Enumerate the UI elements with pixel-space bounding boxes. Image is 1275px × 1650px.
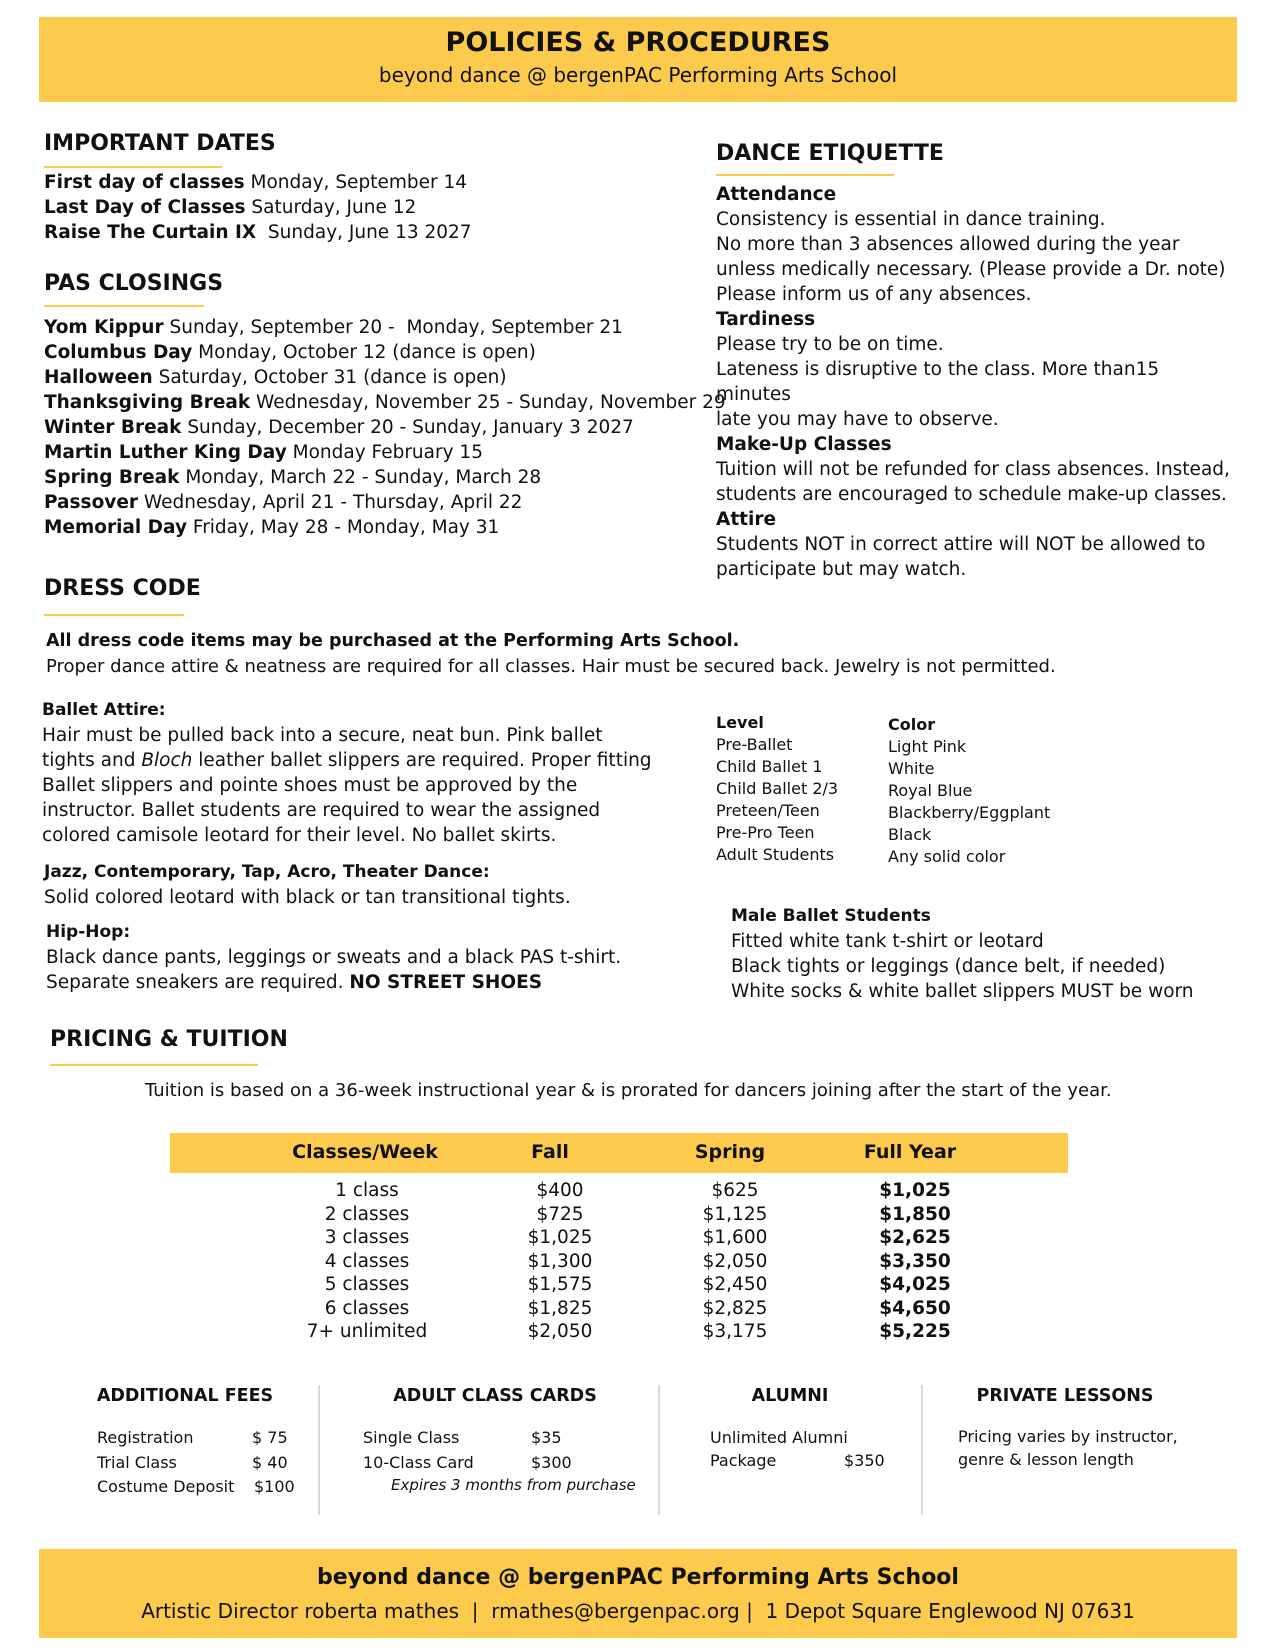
col-classes-week: Classes/Week xyxy=(292,1141,438,1163)
closing-item: Thanksgiving Break Wednesday, November 25 - Sunday, November 29 xyxy=(44,392,726,413)
price-full-year: $4,650 xyxy=(879,1297,951,1319)
attendance-line: No more than 3 absences allowed during the year xyxy=(716,234,1180,255)
color-header: Color xyxy=(888,715,936,734)
price-classes: 7+ unlimited xyxy=(306,1321,428,1342)
level-header: Level xyxy=(716,713,764,732)
tardiness-line: Lateness is disruptive to the class. More than15 minutes xyxy=(716,359,1160,405)
fee-label: Costume Deposit xyxy=(97,1477,235,1496)
attire-line: participate but may watch. xyxy=(716,559,967,580)
divider xyxy=(658,1385,660,1515)
male-ballet-heading: Male Ballet Students xyxy=(731,906,931,926)
pas-closings-rule xyxy=(44,305,204,307)
pricing-note: Tuition is based on a 36-week instructional year & is prorated for dancers joining after the start of the year. xyxy=(145,1080,1112,1101)
closing-item: Yom Kippur Sunday, September 20 - Monday, September 21 xyxy=(44,317,623,338)
card-value: $300 xyxy=(531,1453,572,1472)
price-fall: $1,025 xyxy=(527,1227,593,1248)
page-subtitle: beyond dance @ bergenPAC Performing Arts School xyxy=(378,63,898,87)
level-color: Any solid color xyxy=(888,847,1006,866)
price-spring: $1,600 xyxy=(702,1227,768,1248)
price-spring: $2,450 xyxy=(702,1274,768,1295)
important-dates-title: IMPORTANT DATES xyxy=(44,131,276,156)
level-name: Adult Students xyxy=(716,845,835,864)
jazz-line: Solid colored leotard with black or tan transitional tights. xyxy=(44,887,571,908)
tardiness-heading: Tardiness xyxy=(716,309,816,330)
pricing-rule xyxy=(50,1064,258,1066)
price-spring: $2,825 xyxy=(702,1297,768,1319)
price-fall: $725 xyxy=(536,1203,584,1225)
price-fall: $2,050 xyxy=(527,1321,593,1342)
closing-item: Martin Luther King Day Monday February 15 xyxy=(44,442,483,463)
header-banner xyxy=(39,17,1237,102)
price-spring: $1,125 xyxy=(702,1203,768,1225)
fee-label: Trial Class xyxy=(97,1453,177,1472)
price-full-year: $3,350 xyxy=(879,1250,951,1272)
private-line: genre & lesson length xyxy=(958,1450,1134,1469)
closing-item: Spring Break Monday, March 22 - Sunday, March 28 xyxy=(44,467,542,488)
level-name: Child Ballet 2/3 xyxy=(716,779,839,798)
ballet-line: colored camisole leotard for their level. No ballet skirts. xyxy=(42,825,557,846)
level-name: Preteen/Teen xyxy=(716,801,820,820)
footer-title: beyond dance @ bergenPAC Performing Arts School xyxy=(317,1565,959,1590)
pricing-title: PRICING & TUITION xyxy=(50,1027,288,1052)
attire-line: Students NOT in correct attire will NOT be allowed to xyxy=(716,534,1206,555)
divider xyxy=(921,1385,923,1515)
level-color: Blackberry/Eggplant xyxy=(888,803,1051,822)
dress-intro: Proper dance attire & neatness are required for all classes. Hair must be secured back. Jewelry is not permitted. xyxy=(46,656,1056,677)
hiphop-block xyxy=(46,920,686,995)
alumni-value: $350 xyxy=(844,1451,885,1470)
dance-etiquette-title: DANCE ETIQUETTE xyxy=(716,141,944,166)
footer-banner xyxy=(39,1549,1237,1638)
price-spring: $2,050 xyxy=(702,1250,768,1272)
level-color: Light Pink xyxy=(888,737,967,756)
price-full-year: $1,850 xyxy=(879,1203,951,1225)
important-dates-rule xyxy=(44,166,222,168)
male-ballet-line: Fitted white tank t-shirt or leotard xyxy=(731,931,1044,952)
ballet-attire-heading: Ballet Attire: xyxy=(42,700,166,720)
col-spring: Spring xyxy=(694,1141,766,1163)
price-classes: 4 classes xyxy=(324,1250,410,1272)
price-spring: $625 xyxy=(711,1180,759,1201)
fee-value: $100 xyxy=(254,1477,295,1496)
level-color: Royal Blue xyxy=(888,781,973,800)
pas-closings-title: PAS CLOSINGS xyxy=(44,271,224,296)
closing-item: Winter Break Sunday, December 20 - Sunday, January 3 2027 xyxy=(44,417,634,438)
tardiness-line: late you may have to observe. xyxy=(716,409,999,430)
dance-etiquette-rule xyxy=(716,174,894,176)
ballet-attire-block xyxy=(42,698,682,848)
price-fall: $1,300 xyxy=(527,1250,593,1272)
alumni-title: ALUMNI xyxy=(751,1386,829,1406)
footer-contact: Artistic Director roberta mathes | rmathes@bergenpac.org | 1 Depot Square Englewood NJ 07631 xyxy=(141,1599,1135,1623)
makeup-line: Tuition will not be refunded for class absences. Instead, xyxy=(716,459,1230,480)
card-expiry-note: Expires 3 months from purchase xyxy=(391,1476,636,1494)
price-full-year: $1,025 xyxy=(879,1180,951,1201)
jazz-heading: Jazz, Contemporary, Tap, Acro, Theater Dance: xyxy=(44,862,490,882)
price-classes: 1 class xyxy=(335,1180,399,1201)
attendance-line: unless medically necessary. (Please provide a Dr. note) xyxy=(716,259,1226,280)
attendance-line: Please inform us of any absences. xyxy=(716,284,1032,305)
price-fall: $1,575 xyxy=(527,1274,593,1295)
closing-item: Memorial Day Friday, May 28 - Monday, May 31 xyxy=(44,517,500,538)
level-name: Pre-Ballet xyxy=(716,735,793,754)
closing-item: Passover Wednesday, April 21 - Thursday, April 22 xyxy=(44,492,523,513)
divider xyxy=(318,1385,320,1515)
fee-value: $ 75 xyxy=(252,1428,288,1447)
male-ballet-block xyxy=(731,904,1251,1004)
ballet-line: Hair must be pulled back into a secure, neat bun. Pink ballet xyxy=(42,725,603,746)
price-full-year: $5,225 xyxy=(879,1321,951,1342)
male-ballet-line: White socks & white ballet slippers MUST be worn xyxy=(731,981,1194,1002)
level-color: White xyxy=(888,759,935,778)
attire-heading: Attire xyxy=(716,509,777,530)
card-label: 10-Class Card xyxy=(363,1453,474,1472)
dress-intro-bold: All dress code items may be purchased at the Performing Arts School. xyxy=(46,631,740,651)
dress-code-title: DRESS CODE xyxy=(44,576,201,601)
adult-class-cards-title: ADULT CLASS CARDS xyxy=(393,1386,597,1406)
pricing-table-header xyxy=(170,1133,1068,1173)
private-line: Pricing varies by instructor, xyxy=(958,1427,1178,1446)
makeup-line: students are encouraged to schedule make-up classes. xyxy=(716,484,1227,505)
hiphop-line: Separate sneakers are required. NO STREET SHOES xyxy=(46,972,543,993)
price-classes: 5 classes xyxy=(324,1274,410,1295)
card-value: $35 xyxy=(531,1428,562,1447)
male-ballet-line: Black tights or leggings (dance belt, if needed) xyxy=(731,956,1166,977)
price-classes: 6 classes xyxy=(324,1297,410,1319)
ballet-line: Ballet slippers and pointe shoes must be approved by the xyxy=(42,775,578,796)
date-item: First day of classes Monday, September 14 xyxy=(44,172,467,193)
date-item: Raise The Curtain IX Sunday, June 13 2027 xyxy=(44,222,472,243)
price-fall: $400 xyxy=(536,1180,584,1201)
fee-label: Registration xyxy=(97,1428,194,1447)
dress-code-rule xyxy=(44,614,184,616)
alumni-label: Package xyxy=(710,1451,777,1470)
closing-item: Columbus Day Monday, October 12 (dance is open) xyxy=(44,342,536,363)
card-label: Single Class xyxy=(363,1428,460,1447)
fee-value: $ 40 xyxy=(252,1453,288,1472)
attendance-heading: Attendance xyxy=(716,184,837,205)
col-full-year: Full Year xyxy=(863,1141,957,1163)
price-full-year: $2,625 xyxy=(879,1227,951,1248)
level-name: Pre-Pro Teen xyxy=(716,823,815,842)
page-title: POLICIES & PROCEDURES xyxy=(445,27,831,58)
level-color: Black xyxy=(888,825,932,844)
jazz-block xyxy=(44,860,684,910)
private-lessons-title: PRIVATE LESSONS xyxy=(976,1386,1154,1406)
makeup-heading: Make-Up Classes xyxy=(716,434,892,455)
level-name: Child Ballet 1 xyxy=(716,757,823,776)
hiphop-line: Black dance pants, leggings or sweats and a black PAS t-shirt. xyxy=(46,947,622,968)
tardiness-line: Please try to be on time. xyxy=(716,334,944,355)
alumni-line: Unlimited Alumni xyxy=(710,1428,848,1447)
price-classes: 2 classes xyxy=(324,1203,410,1225)
ballet-line: instructor. Ballet students are required to wear the assigned xyxy=(42,800,601,821)
date-item: Last Day of Classes Saturday, June 12 xyxy=(44,197,417,218)
price-fall: $1,825 xyxy=(527,1297,593,1319)
price-classes: 3 classes xyxy=(324,1227,410,1248)
price-spring: $3,175 xyxy=(702,1321,768,1342)
closing-item: Halloween Saturday, October 31 (dance is open) xyxy=(44,367,507,388)
price-full-year: $4,025 xyxy=(879,1274,951,1295)
attendance-line: Consistency is essential in dance training. xyxy=(716,209,1106,230)
ballet-line: tights and Bloch leather ballet slippers are required. Proper fitting xyxy=(42,750,652,771)
etiquette-block xyxy=(716,182,1236,582)
additional-fees-title: ADDITIONAL FEES xyxy=(96,1386,274,1406)
hiphop-heading: Hip-Hop: xyxy=(46,922,131,942)
col-fall: Fall xyxy=(531,1141,569,1163)
